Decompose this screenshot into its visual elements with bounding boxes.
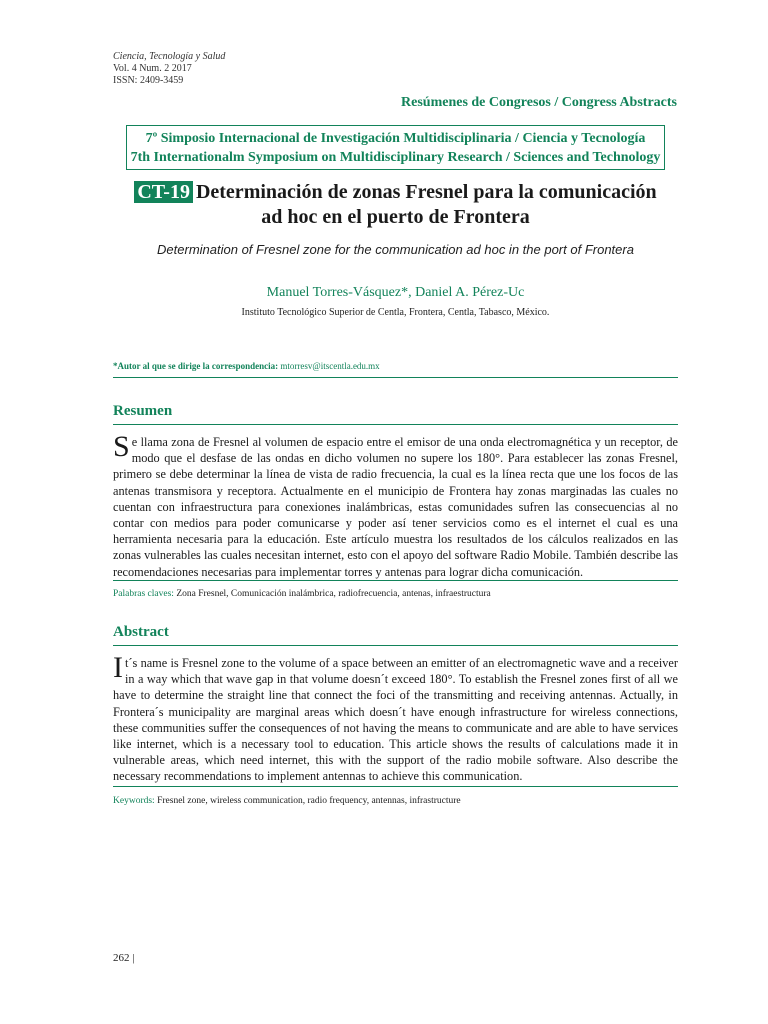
affiliation: Instituto Tecnológico Superior de Centla, Frontera, Centla, Tabasco, México. — [241, 307, 550, 318]
article-code-badge: CT-19 — [134, 181, 193, 203]
resumen-dropcap: S — [113, 430, 130, 463]
abstract-keywords-label: Keywords: — [113, 796, 155, 806]
abstract-body — [113, 651, 678, 785]
abstract-text: t´s name is Fresnel zone to the volume of a space between an emitter of an electromagnetic wave and a receiver in a way which that wave gap in that volume doesn´t exceed 180°. To establish the Fresnel zones first of all we have to determine the straight line that connect the foci of the transmitting and receiving antennas. Actually, in Frontera´s municipality are marginal areas which doesn´t have enough infrastructure for wireless connections, these communities suffer the consequences of not having the means to communicate and are able to have services like internet, which is a necessary tool to education. This article shows the results of calculations made it in vulnerable areas, which need internet, this with the support of the radio mobile software. Also describe the necessary recommendations to implement antennas to achieve this communication. — [113, 656, 678, 784]
divider — [113, 645, 678, 646]
resumen-keywords-text: Zona Fresnel, Comunicación inalámbrica, radiofrecuencia, antenas, infraestructura — [176, 589, 491, 599]
section-header: Resúmenes de Congresos / Congress Abstracts — [401, 95, 677, 110]
abstract-keywords-text: Fresnel zone, wireless communication, radio frequency, antennas, infrastructure — [157, 796, 461, 806]
abstract-dropcap: I — [113, 651, 123, 684]
symposium-box — [126, 125, 665, 170]
resumen-text: e llama zona de Fresnel al volumen de espacio entre el emisor de una onda electromagnética y un receptor, de modo que el desfase de las ondas en dicho volumen no supere los 180°. Para establecer las zonas Fresnel, primero se debe determinar la línea de vista de radio frecuencia, la cual es la línea recta que une los focos de las antenas transmisora y receptora. Actualmente en el municipio de Frontera hay zonas marginadas las cuales no cuentan con infraestructura para conexiones inalámbricas, estas comunidades sufren las consecuencias al no contar con medios para poder comunicarse y poder así tener servicios como es el internet el cual es una herramienta necesaria para la educación. Este artículo muestra los resultados de los cálculos realizados en las zonas vulnerables las cuales necesitan internet, esto con el apoyo del software Radio Mobile. También describe las recomendaciones necesarias para implementar torres y antenas para lograr dicha comunicación. — [113, 435, 678, 579]
authors: Manuel Torres-Vásquez*, Daniel A. Pérez-Uc — [266, 285, 525, 300]
divider — [113, 377, 678, 378]
abstract-heading: Abstract — [113, 624, 169, 640]
resumen-heading: Resumen — [113, 403, 173, 419]
correspondence-label: *Autor al que se dirige la correspondencia: — [113, 361, 279, 371]
article-title — [113, 180, 678, 230]
article-title-line1: Determinación de zonas Fresnel para la comunicación — [195, 181, 657, 203]
correspondence — [113, 361, 380, 371]
divider — [113, 580, 678, 581]
journal-title: Ciencia, Tecnología y Salud — [113, 51, 226, 62]
resumen-body — [113, 430, 678, 580]
journal-issn: ISSN: 2409-3459 — [113, 75, 184, 86]
correspondence-email[interactable]: mtorresv@itscentla.edu.mx — [280, 361, 380, 371]
symposium-line-es: 7º Simposio Internacional de Investigación Multidisciplinaria / Ciencia y Tecnología — [145, 131, 646, 146]
symposium-line-en: 7th Internationalm Symposium on Multidisciplinary Research / Sciences and Technology — [130, 150, 661, 165]
divider — [113, 424, 678, 425]
divider — [113, 786, 678, 787]
abstract-keywords — [113, 796, 461, 806]
resumen-keywords — [113, 589, 491, 599]
resumen-keywords-label: Palabras claves: — [113, 589, 174, 599]
journal-volume: Vol. 4 Num. 2 2017 — [113, 63, 192, 74]
article-title-line2: ad hoc en el puerto de Frontera — [261, 206, 530, 228]
journal-info — [113, 51, 225, 87]
article-title-english: Determination of Fresnel zone for the communication ad hoc in the port of Frontera — [157, 242, 634, 257]
page-number: 262 | — [113, 952, 135, 964]
